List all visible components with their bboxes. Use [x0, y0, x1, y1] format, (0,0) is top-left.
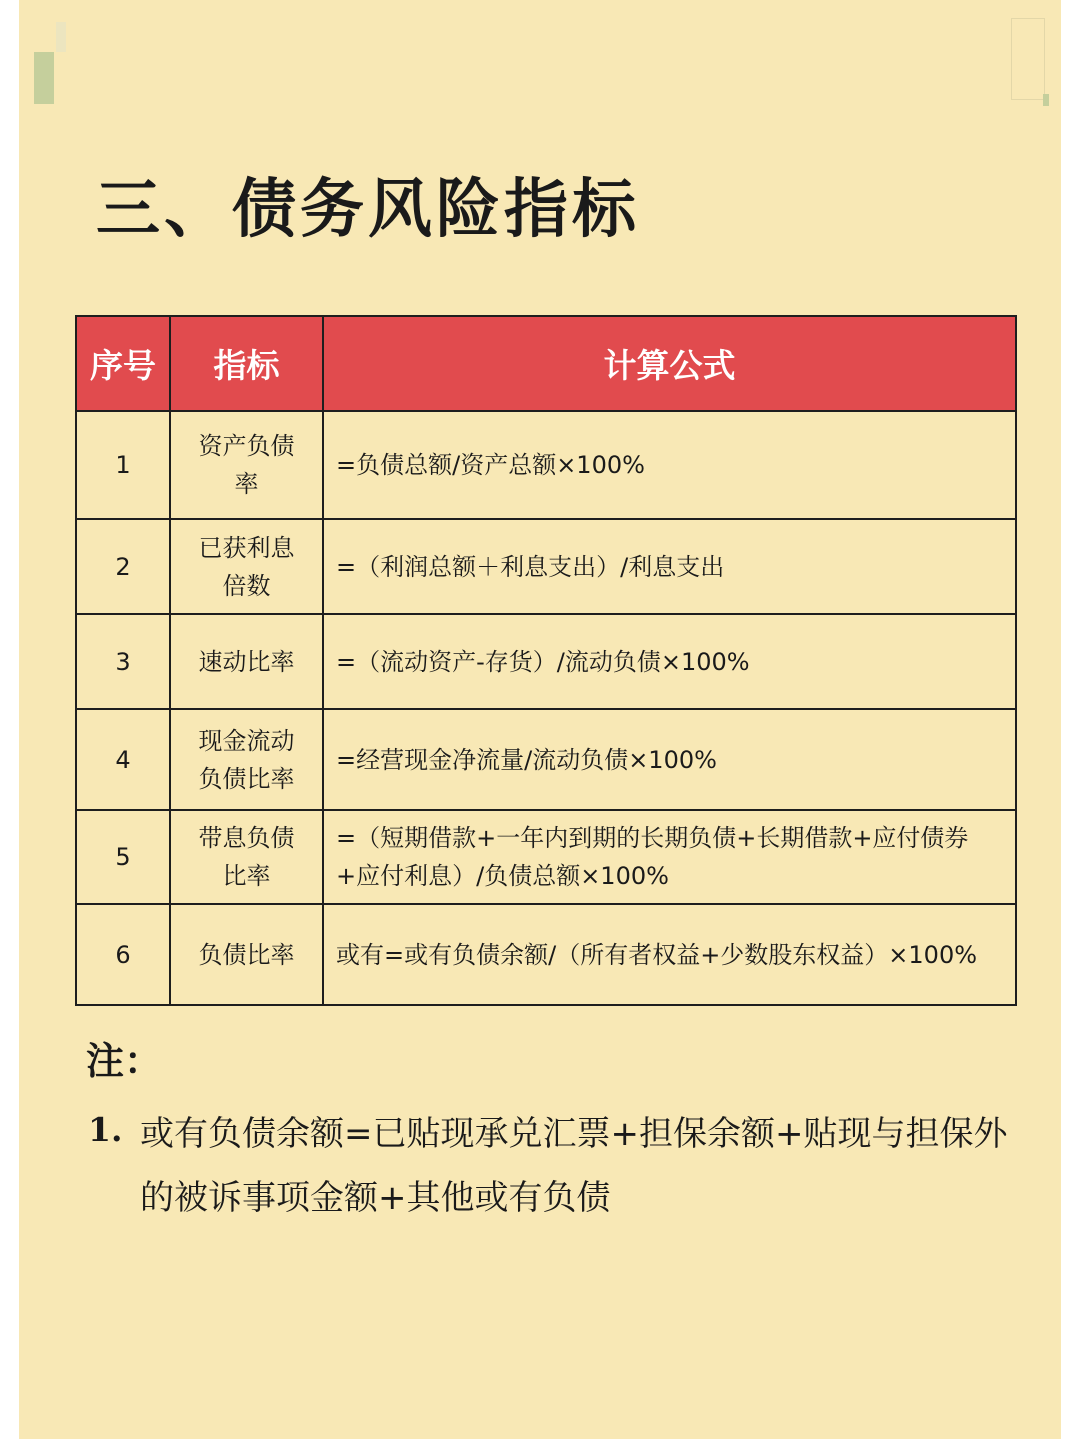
row-number: 4 — [76, 709, 170, 810]
formula: 或有=或有负债余额/（所有者权益+少数股东权益）×100% — [323, 904, 1016, 1005]
decorative-frame — [1011, 18, 1045, 100]
header-formula: 计算公式 — [323, 316, 1016, 411]
indicator-name: 已获利息倍数 — [170, 519, 323, 614]
table-row — [76, 810, 1016, 904]
decorative-block — [56, 22, 66, 52]
decorative-block — [34, 52, 54, 104]
indicator-name: 资产负债率 — [170, 411, 323, 519]
formula: =经营现金净流量/流动负债×100% — [323, 709, 1016, 810]
note-item-number: 1. — [88, 1110, 123, 1149]
row-number: 3 — [76, 614, 170, 709]
formula: =（利润总额＋利息支出）/利息支出 — [323, 519, 1016, 614]
table-row — [76, 411, 1016, 519]
indicator-name: 负债比率 — [170, 904, 323, 1005]
formula: =（短期借款+一年内到期的长期负债+长期借款+应付债券+应付利息）/负债总额×100% — [323, 810, 1016, 904]
header-index: 序号 — [76, 316, 170, 411]
row-number: 1 — [76, 411, 170, 519]
page-title: 三、债务风险指标 — [96, 173, 640, 247]
indicator-name: 速动比率 — [170, 614, 323, 709]
note-item-text: 或有负债余额=已贴现承兑汇票+担保余额+贴现与担保外的被诉事项金额+其他或有负债 — [140, 1114, 1008, 1218]
formula: =（流动资产-存货）/流动负债×100% — [323, 614, 1016, 709]
table-row — [76, 614, 1016, 709]
header-indicator: 指标 — [170, 316, 323, 411]
table-row — [76, 904, 1016, 1005]
row-number: 6 — [76, 904, 170, 1005]
indicator-name: 现金流动负债比率 — [170, 709, 323, 810]
decorative-block — [1043, 94, 1049, 106]
row-number: 2 — [76, 519, 170, 614]
table-row — [76, 519, 1016, 614]
row-number: 5 — [76, 810, 170, 904]
indicator-name: 带息负债比率 — [170, 810, 323, 904]
debt-risk-table — [75, 315, 1017, 1006]
table-header-row — [76, 316, 1016, 411]
formula: =负债总额/资产总额×100% — [323, 411, 1016, 519]
table-row — [76, 709, 1016, 810]
note-title: 注： — [86, 1039, 163, 1083]
